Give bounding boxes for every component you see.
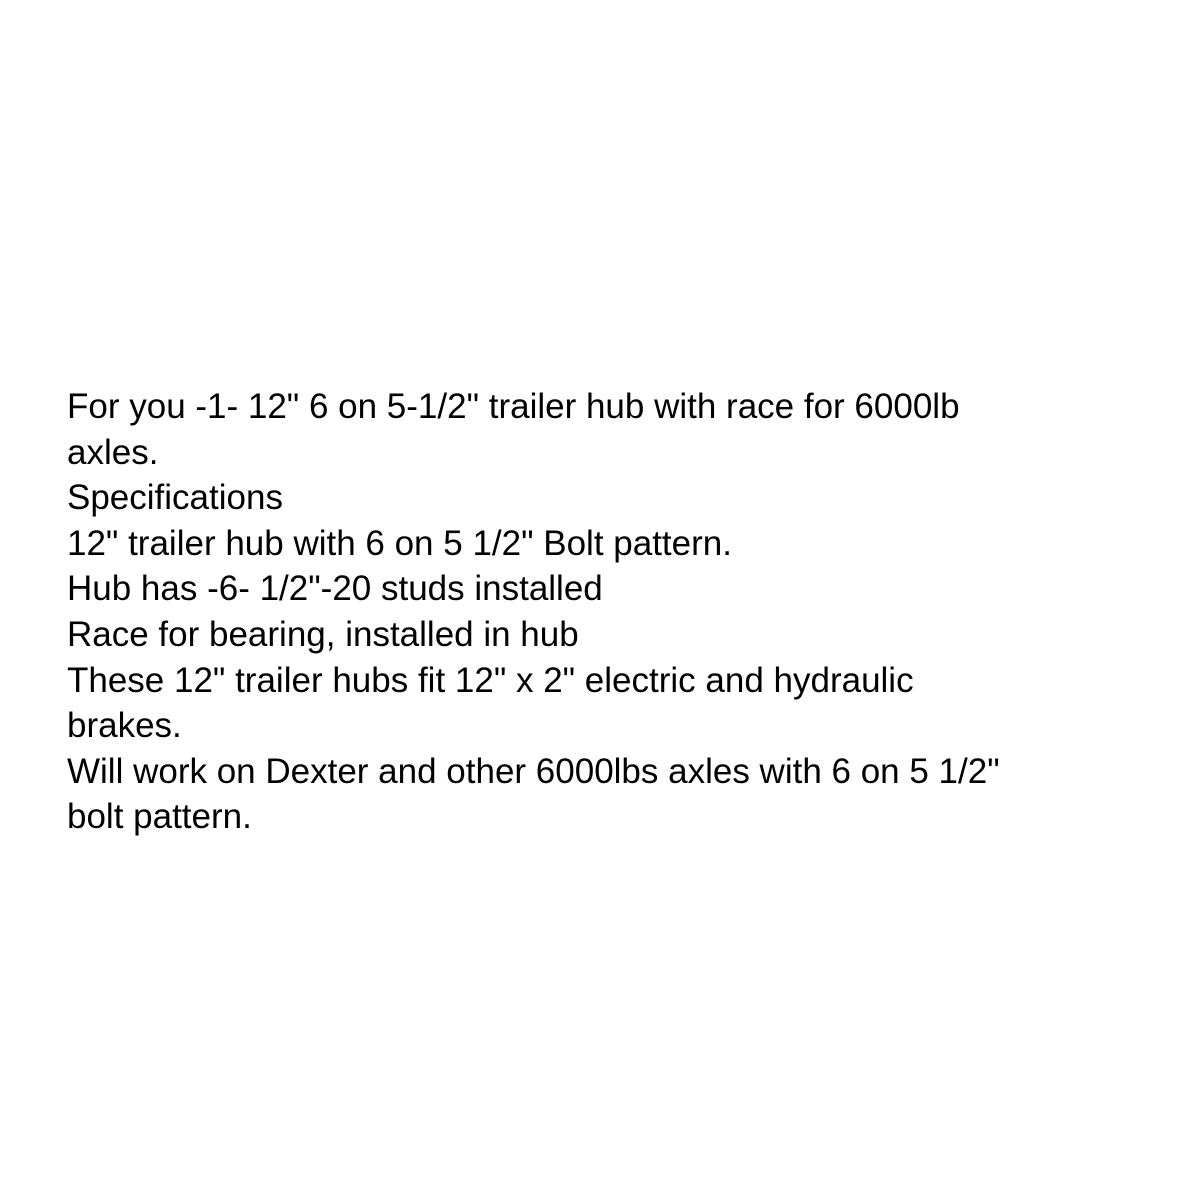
spec-brake-fit-continuation: brakes. [67,706,182,746]
spec-compatibility: Will work on Dexter and other 6000lbs axles with 6 on 5 1/2" [67,751,1000,791]
specifications-heading: Specifications [67,478,283,518]
spec-brake-fit: These 12" trailer hubs fit 12" x 2" electric and hydraulic [67,660,914,700]
product-description [67,384,1167,840]
spec-compatibility-continuation: bolt pattern. [67,797,252,837]
spec-studs: Hub has -6- 1/2"-20 studs installed [67,569,603,609]
description-intro-line: For you -1- 12" 6 on 5-1/2" trailer hub with race for 6000lb [67,387,960,426]
spec-race: Race for bearing, installed in hub [67,614,579,654]
description-intro-continuation: axles. [67,432,159,472]
spec-bolt-pattern: 12" trailer hub with 6 on 5 1/2" Bolt pattern. [67,523,732,563]
